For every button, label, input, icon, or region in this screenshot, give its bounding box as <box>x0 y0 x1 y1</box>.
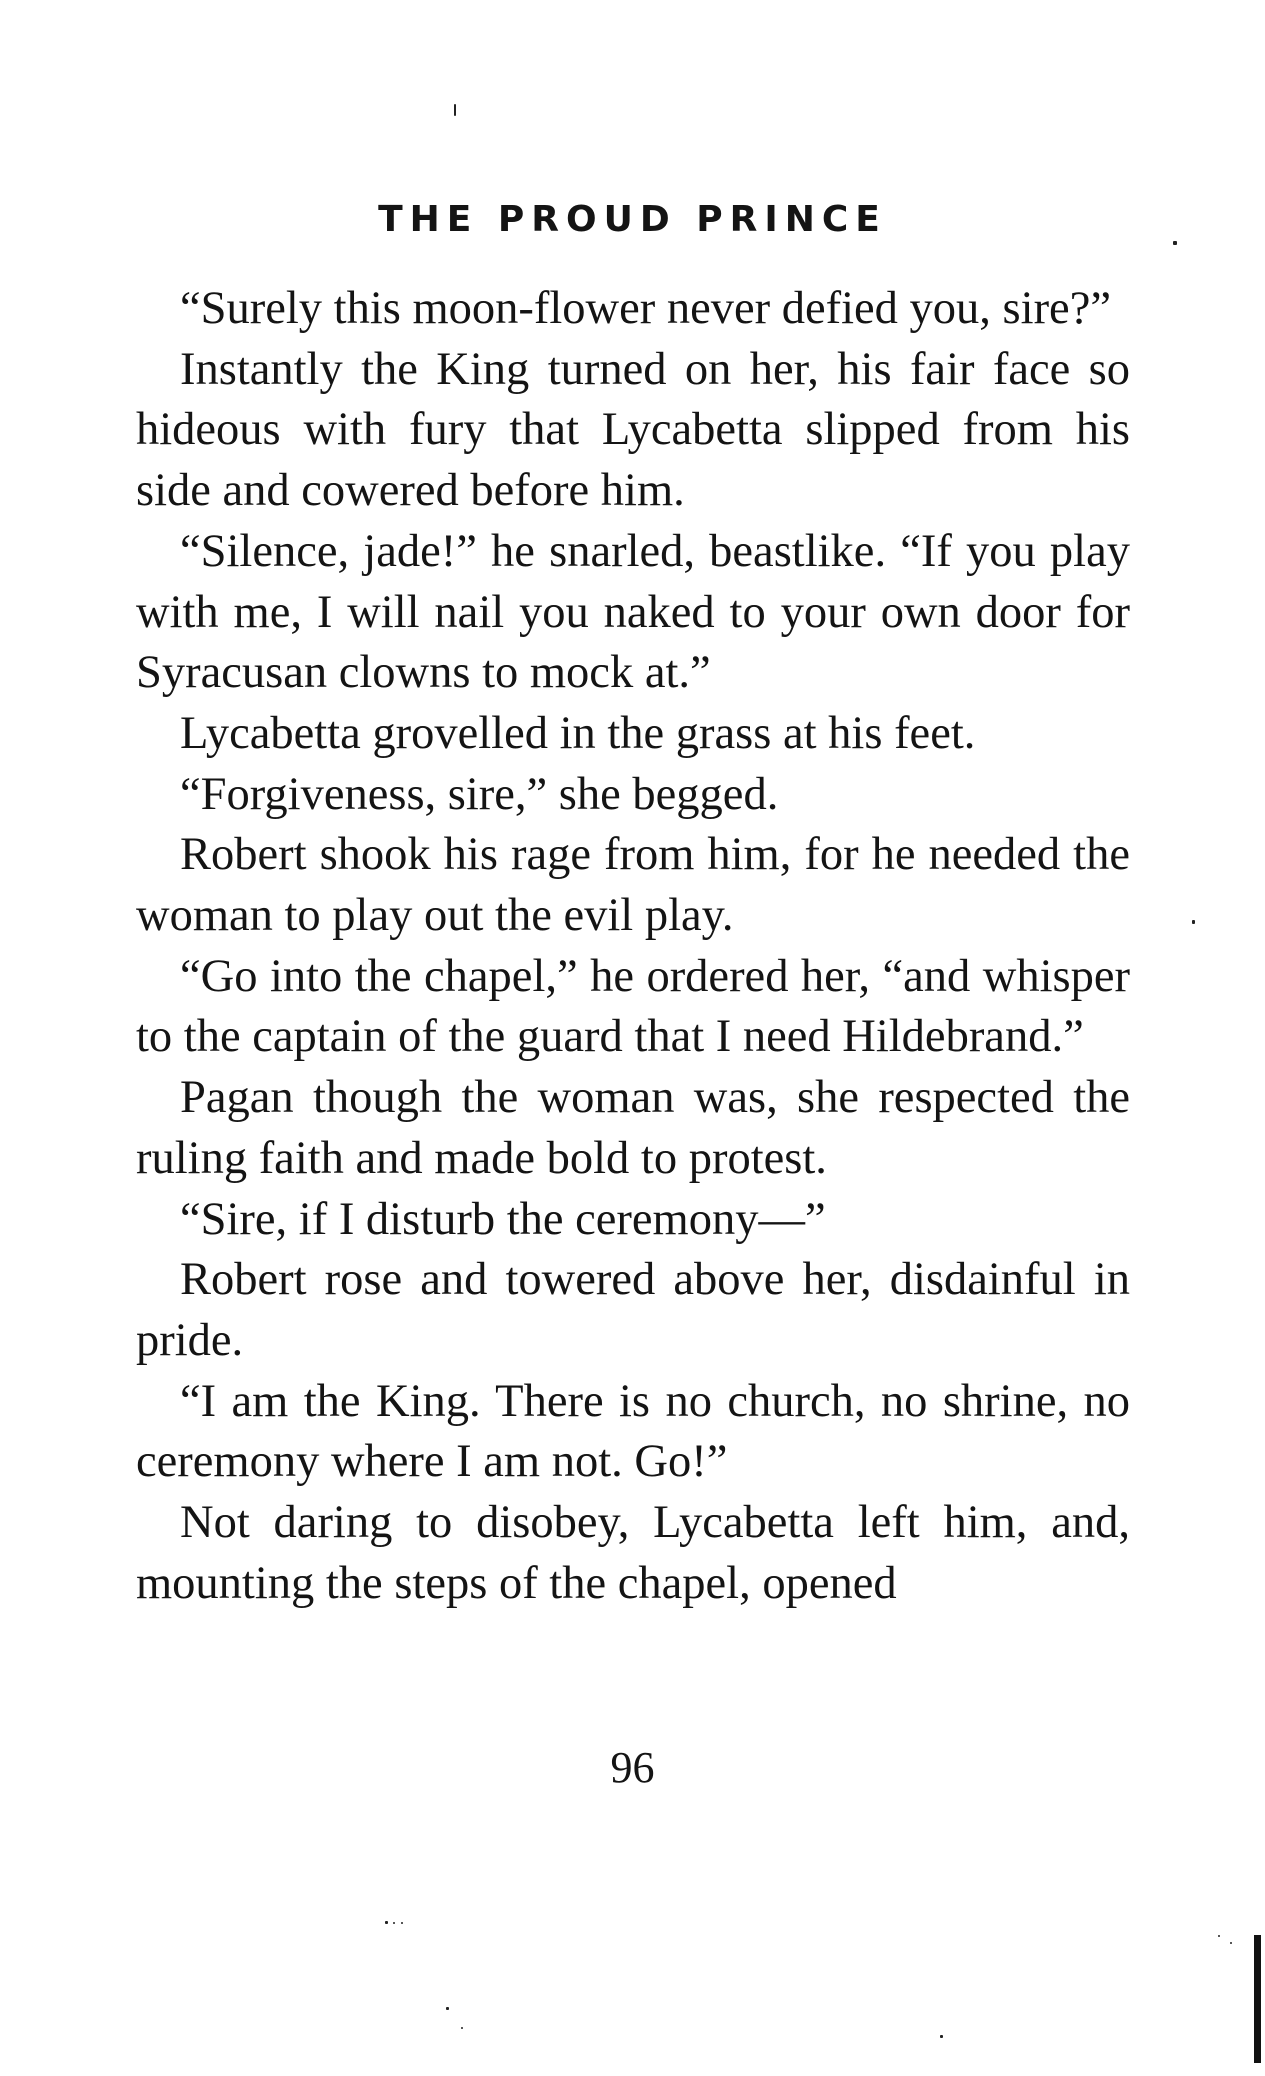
body-text <box>136 279 1130 1614</box>
scan-speck <box>454 104 456 116</box>
paragraph: Robert shook his rage from him, for he needed the woman to play out the evil play. <box>136 829 1130 942</box>
paragraph: Robert rose and towered above her, disdainful in pride. <box>136 1254 1130 1366</box>
scan-speck <box>940 2035 943 2038</box>
paragraph: Instantly the King turned on her, his fair face so hideous with fury that Lycabetta slipped from his side and cowered before him. <box>136 343 1130 517</box>
scan-speck <box>401 1922 403 1924</box>
paragraph: “Go into the chapel,” he ordered her, “and whisper to the captain of the guard that I need Hildebrand.” <box>136 950 1130 1063</box>
paragraph: “Sire, if I disturb the ceremony—” <box>180 1193 826 1245</box>
scan-speck <box>461 2027 463 2029</box>
scan-edge-mark <box>1254 1935 1261 2063</box>
scan-speck <box>1230 1942 1232 1944</box>
scan-speck <box>385 1921 388 1924</box>
scan-speck <box>1218 1935 1220 1937</box>
running-head: THE PROUD PRINCE <box>378 199 887 240</box>
paragraph: Pagan though the woman was, she respected the ruling faith and made bold to protest. <box>136 1072 1130 1184</box>
paragraph: “I am the King. There is no church, no shrine, no ceremony where I am not. Go!” <box>136 1375 1130 1488</box>
page-number: 96 <box>610 1743 655 1792</box>
scan-speck <box>393 1922 395 1924</box>
scan-speck <box>1192 920 1195 924</box>
scan-speck <box>446 2007 449 2010</box>
paragraph: “Forgiveness, sire,” she begged. <box>180 768 779 820</box>
paragraph: Not daring to disobey, Lycabetta left him, and, mounting the steps of the chapel, opened <box>136 1497 1130 1609</box>
paragraph: “Surely this moon-flower never defied you, sire?” <box>180 283 1111 334</box>
paragraph: “Silence, jade!” he snarled, beastlike. “If you play with me, I will nail you naked to your own door for Syracusan clowns to mock at.” <box>136 525 1130 699</box>
scan-speck <box>1173 241 1177 245</box>
paragraph: Lycabetta grovelled in the grass at his feet. <box>180 707 976 759</box>
